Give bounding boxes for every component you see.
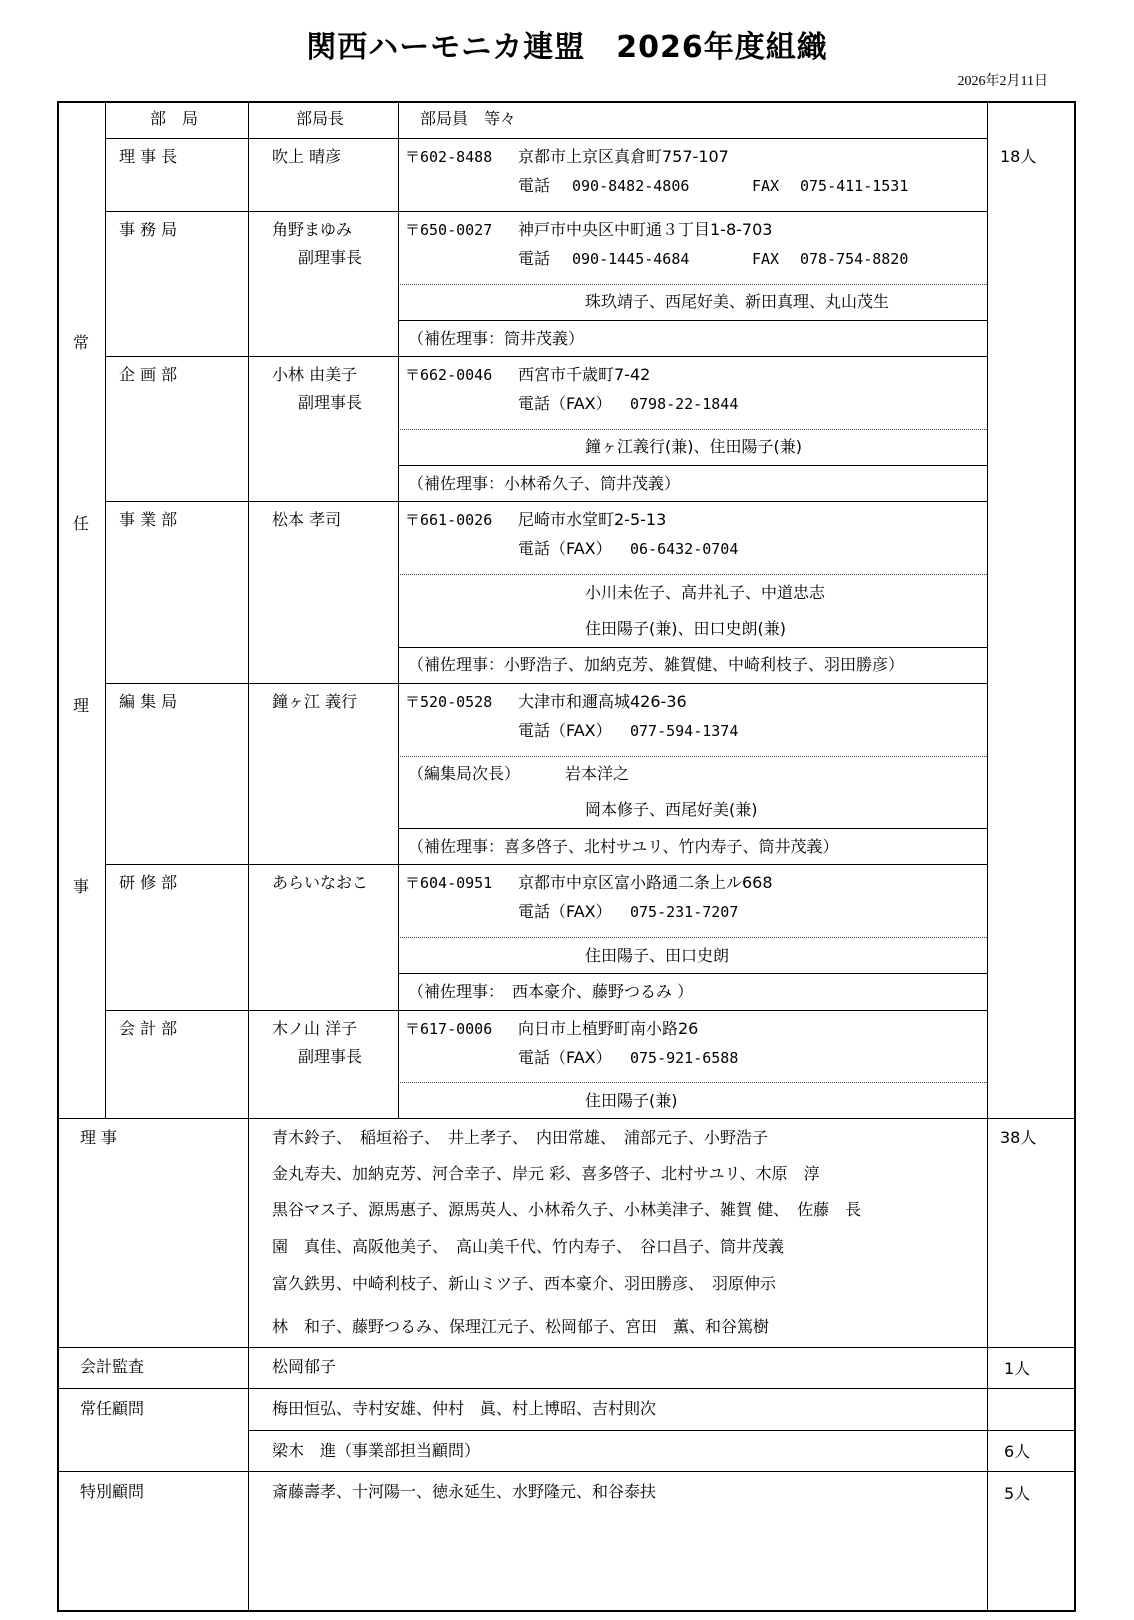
riji-names-line: 林 和子、藤野つるみ、保理江元子、松岡郁子、宮田 薫、和谷篤樹 (272, 1317, 769, 1336)
dept-head: あらいなおこ (272, 873, 369, 892)
dept-assistants: （補佐理事：喜多啓子、北村サユリ、竹内寿子、筒井茂義） (408, 837, 839, 856)
dotted-separator (398, 574, 987, 575)
header-head: 部局長 (296, 109, 345, 128)
dept-zip: 〒617-0006 (405, 1020, 493, 1038)
dept-name: 研 修 部 (119, 873, 178, 892)
tel-number: 075-231-7207 (630, 903, 739, 921)
vice-label: （編集局次長） (408, 764, 521, 783)
dotted-separator (398, 429, 987, 430)
row-line (248, 1430, 1076, 1431)
fax-number: 078-754-8820 (800, 250, 909, 268)
dept-head: 木ノ山 洋子 (272, 1019, 358, 1038)
dept-head: 小林 由美子 (272, 365, 358, 384)
dept-members: 住田陽子(兼)、田口史朗(兼) (585, 619, 786, 638)
row-line (105, 864, 987, 865)
dept-name: 会 計 部 (119, 1019, 178, 1038)
dept-assistants: （補佐理事： 西本豪介、藤野つるみ ） (408, 982, 694, 1001)
dept-members: 鐘ヶ江義行(兼)、住田陽子(兼) (585, 437, 802, 456)
dept-name: 理 事 長 (119, 147, 178, 166)
adviser-label: 常任顧問 (80, 1399, 145, 1418)
jonin-char-1: 常 (73, 333, 90, 352)
tel-number: 0798-22-1844 (630, 395, 739, 413)
row-line (57, 1118, 1076, 1119)
page-title: 関西ハーモニカ連盟 2026年度組織 (306, 30, 828, 65)
dept-address: 京都市中京区富小路通二条上ル668 (518, 873, 773, 892)
col-line-dept (248, 101, 249, 1612)
dept-assistants: （補佐理事：筒井茂義） (408, 329, 585, 348)
tel-label: 電話 (518, 249, 551, 268)
dept-members: 小川未佐子、高井礼子、中道忠志 (585, 583, 826, 602)
tel-label: 電話（FAX） (518, 721, 612, 740)
row-line (398, 973, 987, 974)
header-dept: 部 局 (150, 109, 199, 128)
col-line-head (398, 101, 399, 1119)
special-names: 斎藤壽孝、十河陽一、徳永延生、水野隆元、和谷泰扶 (272, 1482, 657, 1501)
dotted-separator (398, 756, 987, 757)
dotted-separator (398, 1082, 987, 1083)
row-line (105, 683, 987, 684)
dept-address: 京都市上京区真倉町757-107 (518, 147, 729, 166)
dept-address: 神戸市中央区中町通３丁目1-8-703 (518, 220, 773, 239)
dept-zip: 〒662-0046 (405, 366, 493, 384)
row-line (105, 1010, 987, 1011)
special-label: 特別顧問 (80, 1482, 145, 1501)
adviser-count: 6人 (1004, 1442, 1031, 1461)
jonin-char-4: 事 (73, 877, 90, 896)
col-line-count (987, 101, 988, 1612)
dept-zip: 〒661-0026 (405, 511, 493, 529)
dept-assistants: （補佐理事：小林希久子、筒井茂義） (408, 474, 681, 493)
dept-members: 住田陽子(兼) (585, 1091, 678, 1110)
row-line (398, 647, 987, 648)
dept-name: 編 集 局 (119, 692, 178, 711)
row-line (398, 828, 987, 829)
dept-head: 鐘ヶ江 義行 (272, 692, 358, 711)
tel-label: 電話（FAX） (518, 539, 612, 558)
col-line-jonin (105, 101, 106, 1119)
audit-label: 会計監査 (80, 1357, 145, 1376)
tel-label: 電話（FAX） (518, 902, 612, 921)
dept-address: 尼崎市水堂町2-5-13 (518, 510, 667, 529)
tel-number: 075-921-6588 (630, 1049, 739, 1067)
adviser-names-2: 梁木 進（事業部担当顧問） (272, 1441, 481, 1460)
dept-head-role: 副理事長 (298, 1047, 363, 1066)
dept-assistants: （補佐理事：小野浩子、加納克芳、雑賀健、中崎利枝子、羽田勝彦） (408, 655, 905, 674)
dept-head-role: 副理事長 (298, 248, 363, 267)
row-line (398, 320, 987, 321)
row-line (105, 138, 987, 139)
jonin-count: 18人 (1000, 147, 1037, 166)
row-line (105, 211, 987, 212)
tel-number: 090-1445-4684 (572, 250, 690, 268)
dept-zip: 〒520-0528 (405, 693, 493, 711)
dept-name: 事 業 部 (119, 510, 178, 529)
jonin-char-3: 理 (73, 696, 90, 715)
tel-label: 電話 (518, 176, 551, 195)
row-line (57, 1471, 1076, 1472)
dept-members: 珠玖靖子、西尾好美、新田真理、丸山茂生 (585, 292, 890, 311)
fax-label: FAX (752, 250, 780, 268)
vice-name: 岩本洋之 (565, 764, 630, 783)
dept-members: 住田陽子、田口史朗 (585, 946, 730, 965)
riji-names-line: 金丸寿夫、加納克芳、河合幸子、岸元 彩、喜多啓子、北村サユリ、木原 淳 (272, 1164, 820, 1183)
tel-number: 06-6432-0704 (630, 540, 739, 558)
fax-label: FAX (752, 177, 780, 195)
riji-count: 38人 (1000, 1128, 1037, 1147)
tel-label: 電話（FAX） (518, 394, 612, 413)
dept-head-role: 副理事長 (298, 393, 363, 412)
adviser-names: 梅田恒弘、寺村安雄、仲村 眞、村上博昭、吉村則次 (272, 1399, 657, 1418)
tel-number: 077-594-1374 (630, 722, 739, 740)
row-line (105, 356, 987, 357)
dept-address: 大津市和邇高城426-36 (518, 692, 687, 711)
row-line (398, 465, 987, 466)
row-line (57, 1347, 1076, 1348)
dotted-separator (398, 937, 987, 938)
dept-head: 松本 孝司 (272, 510, 342, 529)
dotted-separator (398, 284, 987, 285)
dept-address: 向日市上植野町南小路26 (518, 1019, 699, 1038)
riji-names-line: 黒谷マス子、源馬惠子、源馬英人、小林希久子、小林美津子、雑賀 健、 佐藤 長 (272, 1200, 862, 1219)
dept-name: 事 務 局 (119, 220, 178, 239)
dept-head: 角野まゆみ (272, 220, 353, 239)
dept-zip: 〒604-0951 (405, 874, 493, 892)
dept-zip: 〒650-0027 (405, 221, 493, 239)
riji-names-line: 青木鈴子、 稲垣裕子、 井上孝子、 内田常雄、 浦部元子、小野浩子 (272, 1128, 769, 1147)
riji-names-line: 園 真佳、高阪他美子、 高山美千代、竹内寿子、 谷口昌子、筒井茂義 (272, 1237, 785, 1256)
row-line (105, 501, 987, 502)
riji-label: 理 事 (80, 1128, 118, 1147)
special-count: 5人 (1004, 1484, 1031, 1503)
audit-count: 1人 (1004, 1359, 1031, 1378)
dept-head: 吹上 晴彦 (272, 147, 342, 166)
tel-number: 090-8482-4806 (572, 177, 690, 195)
header-members: 部局員 等々 (420, 109, 517, 128)
riji-names-line: 富久鉄男、中崎利枝子、新山ミツ子、西本豪介、羽田勝彦、 羽原伸示 (272, 1274, 777, 1293)
audit-names: 松岡郁子 (272, 1357, 337, 1376)
dept-members: 岡本修子、西尾好美(兼) (585, 800, 758, 819)
dept-name: 企 画 部 (119, 365, 178, 384)
dept-address: 西宮市千歳町7-42 (518, 365, 651, 384)
jonin-char-2: 任 (73, 514, 90, 533)
dept-zip: 〒602-8488 (405, 148, 493, 166)
tel-label: 電話（FAX） (518, 1048, 612, 1067)
fax-number: 075-411-1531 (800, 177, 909, 195)
row-line (57, 1388, 1076, 1389)
document-date: 2026年2月11日 (957, 74, 1048, 89)
